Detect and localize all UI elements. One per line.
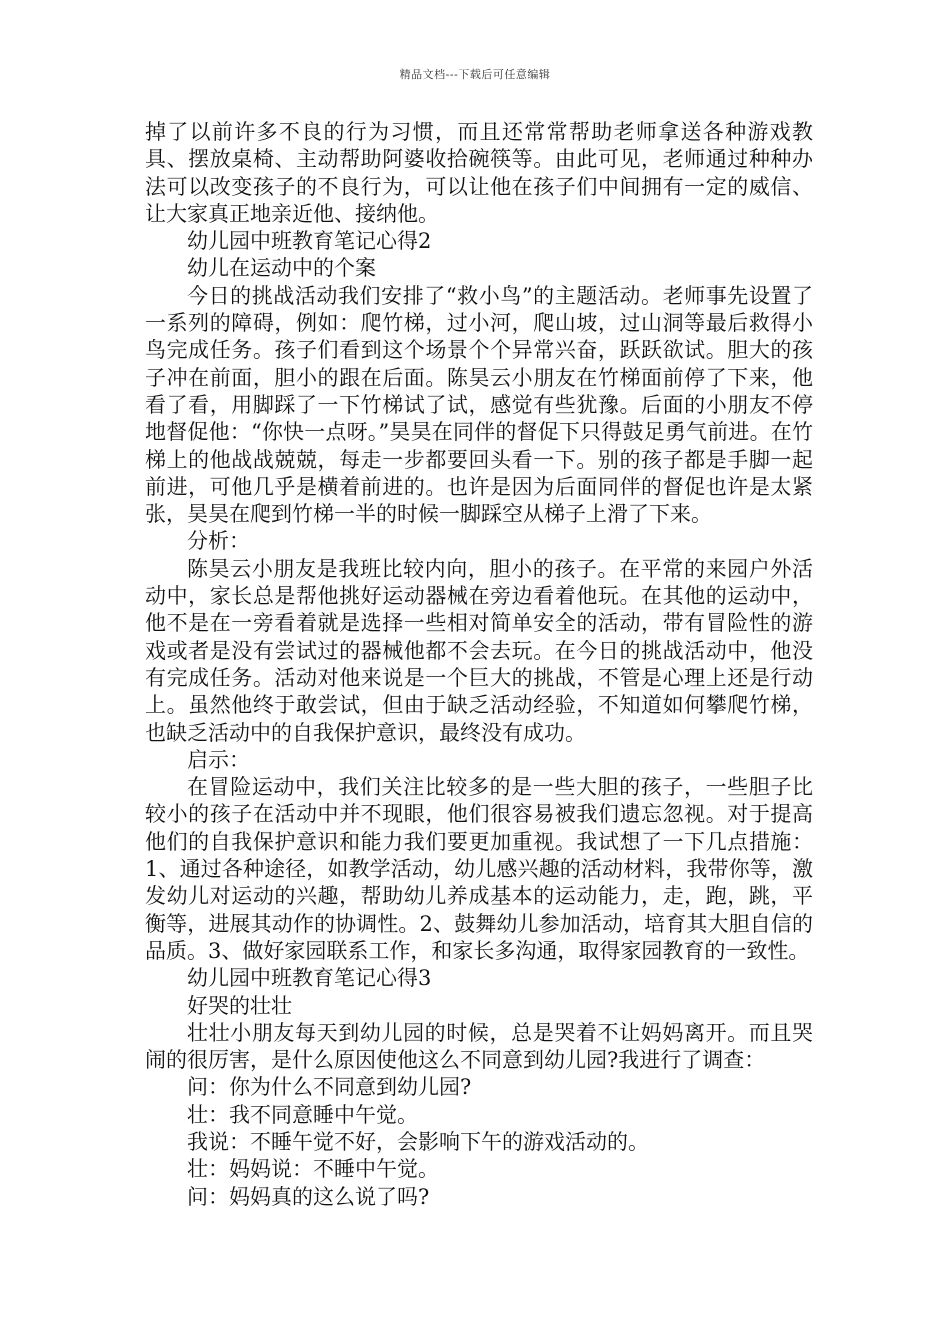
paragraph: 陈昊云小朋友是我班比较内向，胆小的孩子。在平常的来园户外活动中，家长总是帮他挑好运动器械在旁边看着他玩。在其他的运动中，他不是在一旁看着就是选择一些相对简单安全的活动，带有冒险性的游戏或者是没有尝试过的器械他都不会去玩。在今日的挑战活动中，他没有完成任务。活动对他来说是一个巨大的挑战，不管是心理上还是行动上。虽然他终于敢尝试，但由于缺乏活动经验，不知道如何攀爬竹梯，也缺乏活动中的自我保护意识，最终没有成功。 xyxy=(145,556,813,745)
section-title: 幼儿园中班教育笔记心得3 xyxy=(187,966,432,991)
paragraph: 今日的挑战活动我们安排了“救小鸟”的主题活动。老师事先设置了一系列的障碍，例如：爬竹梯，过小河，爬山坡，过山洞等最后救得小鸟完成任务。孩子们看到这个场景个个异常兴奋，跃跃欲试。胆大的孩子冲在前面，胆小的跟在后面。陈昊云小朋友在竹梯面前停了下来，他看了看，用脚踩了一下竹梯试了试，感觉有些犹豫。后面的小朋友不停地督促他：“你快一点呀。”昊昊在同伴的督促下只得鼓足勇气前进。在竹梯上的他战战兢兢，每走一步都要回头看一下。别的孩子都是手脚一起前进，可他几乎是横着前进的。也许是因为后面同伴的督促也许是太紧张，昊昊在爬到竹梯一半的时候一脚踩空从梯子上滑了下来。 xyxy=(145,283,813,527)
case-title: 幼儿在运动中的个案 xyxy=(187,256,376,281)
dialogue-line: 壮：我不同意睡中午觉。 xyxy=(187,1102,418,1127)
case-title: 好哭的壮壮 xyxy=(187,993,292,1018)
document-body xyxy=(145,119,813,1211)
dialogue-line: 问：你为什么不同意到幼儿园? xyxy=(187,1075,472,1100)
paragraph: 在冒险运动中，我们关注比较多的是一些大胆的孩子，一些胆子比较小的孩子在活动中并不现眼，他们很容易被我们遗忘忽视。对于提高他们的自我保护意识和能力我们要更加重视。我试想了一下几点措施：1、通过各种途径，如教学活动，幼儿感兴趣的活动材料，我带你等，激发幼儿对运动的兴趣，帮助幼儿养成基本的运动能力，走，跑，跳，平衡等，进展其动作的协调性。2、鼓舞幼儿参加活动，培育其大胆自信的品质。3、做好家园联系工作，和家长多沟通，取得家园教育的一致性。 xyxy=(145,775,813,963)
dialogue-line: 我说：不睡午觉不好，会影响下午的游戏活动的。 xyxy=(187,1129,649,1154)
paragraph: 壮壮小朋友每天到幼儿园的时候，总是哭着不让妈妈离开。而且哭闹的很厉害，是什么原因使他这么不同意到幼儿园?我进行了调查： xyxy=(145,1020,813,1073)
analysis-heading: 分析： xyxy=(187,529,250,554)
paragraph: 掉了以前许多不良的行为习惯，而且还常常帮助老师拿送各种游戏教具、摆放桌椅、主动帮助阿婆收拾碗筷等。由此可见，老师通过种种办法可以改变孩子的不良行为，可以让他在孩子们中间拥有一定的威信、让大家真正地亲近他、接纳他。 xyxy=(145,120,813,226)
page-header: 精品文档---下载后可任意编辑 xyxy=(399,68,551,81)
insight-heading: 启示： xyxy=(187,747,250,772)
section-title: 幼儿园中班教育笔记心得2 xyxy=(187,229,432,254)
dialogue-line: 壮：妈妈说：不睡中午觉。 xyxy=(187,1157,439,1182)
dialogue-line: 问：妈妈真的这么说了吗? xyxy=(187,1184,430,1209)
